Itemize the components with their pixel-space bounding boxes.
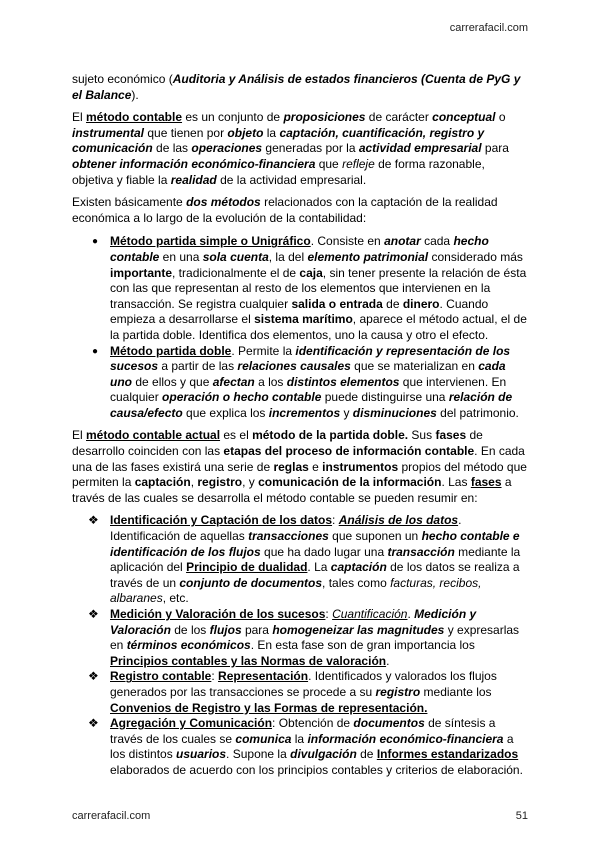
- list-item-fase-medicion: ❖ Medición y Valoración de los sucesos: Cuantificación. Medición y Valoración de los flujos para homogeneizar las magnitudes y expresarlas en términos económicos. En esta fase son de gran importancia los Principios contables y las Normas de valoración.: [88, 607, 520, 668]
- paragraph-metodo-actual: El método contable actual es el método de la partida doble. Sus fases de desarrollo coinciden con las etapas del proceso de información contable. En cada una de las fases existirá una serie de reglas e instrumentos propios del método que permiten la captación, registro, y comunicación de la información. Las fases a través de las cuales se desarrolla el método contable se pueden resumir en:: [72, 428, 527, 505]
- paragraph-dos-metodos: Existen básicamente dos métodos relacionados con la captación de la realidad económica a lo largo de la evolución de la contabilidad:: [72, 195, 498, 225]
- diamond-bullet-icon: ❖: [88, 716, 99, 731]
- metodos-list: [72, 234, 527, 421]
- list-item-fase-registro: ❖ Registro contable: Representación. Identificados y valorados los flujos generados por las transacciones se procede a su registro mediante los Convenios de Registro y las Formas de representación.: [88, 669, 497, 715]
- bullet-icon: ●: [92, 345, 99, 357]
- bullet-icon: ●: [92, 236, 99, 248]
- fases-list: [72, 513, 527, 778]
- list-item-fase-agregacion: ❖ Agregación y Comunicación: Obtención de documentos de síntesis a través de los cuales se comunica la información económico-financiera a los distintos usuarios. Supone la divulgación de Informes estandarizados elaborados de acuerdo con los principios contables y criterios de elaboración.: [88, 716, 523, 777]
- header-site: carrerafacil.com: [449, 22, 528, 34]
- paragraph-intro-continuation: sujeto económico (Auditoria y Análisis de estados financieros (Cuenta de PyG y el Balance).: [72, 72, 521, 102]
- diamond-bullet-icon: ❖: [88, 607, 99, 621]
- footer-site: carrerafacil.com: [72, 810, 151, 822]
- list-item-partida-doble: ● Método partida doble. Permite la identificación y representación de los sucesos a partir de las relaciones causales que se materializan en cada uno de ellos y que afectan a los distintos elementos que intervienen. En cualquier operación o hecho contable puede distinguirse una relación de causa/efecto que explica los incrementos y disminuciones del patrimonio.: [92, 343, 519, 420]
- list-item-partida-simple: ● Método partida simple o Unigráfico. Consiste en anotar cada hecho contable en una sola cuenta, la del elemento patrimonial considerado más importante, tradicionalmente el de caja, sin tener presente la relación de ésta con las que representan al resto de los elementos que intervienen en la transacción. Se registra cualquier salida o entrada de dinero. Cuando empieza a desarrollarse el sistema marítimo, aparece el método actual, el de la partida doble. Identifica dos elementos, uno la causa y otro el efecto.: [92, 234, 527, 342]
- page-number: 51: [515, 810, 528, 822]
- list-item-fase-identificacion: ❖ Identificación y Captación de los datos: Análisis de los datos. Identificación de aquellas transacciones que suponen un hecho contable e identificación de los flujos que ha dado lugar una transacción mediante la aplicación del Principio de dualidad. La captación de los datos se realiza a través de un conjunto de documentos, tales como facturas, recibos, albaranes, etc.: [88, 513, 521, 606]
- diamond-bullet-icon: ❖: [88, 513, 99, 528]
- document-body: [72, 72, 527, 779]
- paragraph-metodo-contable: El método contable es un conjunto de proposiciones de carácter conceptual o instrumental que tienen por objeto la captación, cuantificación, registro y comunicación de las operaciones generadas por la actividad empresarial para obtener información económico-financiera que refleje de forma razonable, objetiva y fiable la realidad de la actividad empresarial.: [72, 110, 509, 187]
- diamond-bullet-icon: ❖: [88, 669, 99, 684]
